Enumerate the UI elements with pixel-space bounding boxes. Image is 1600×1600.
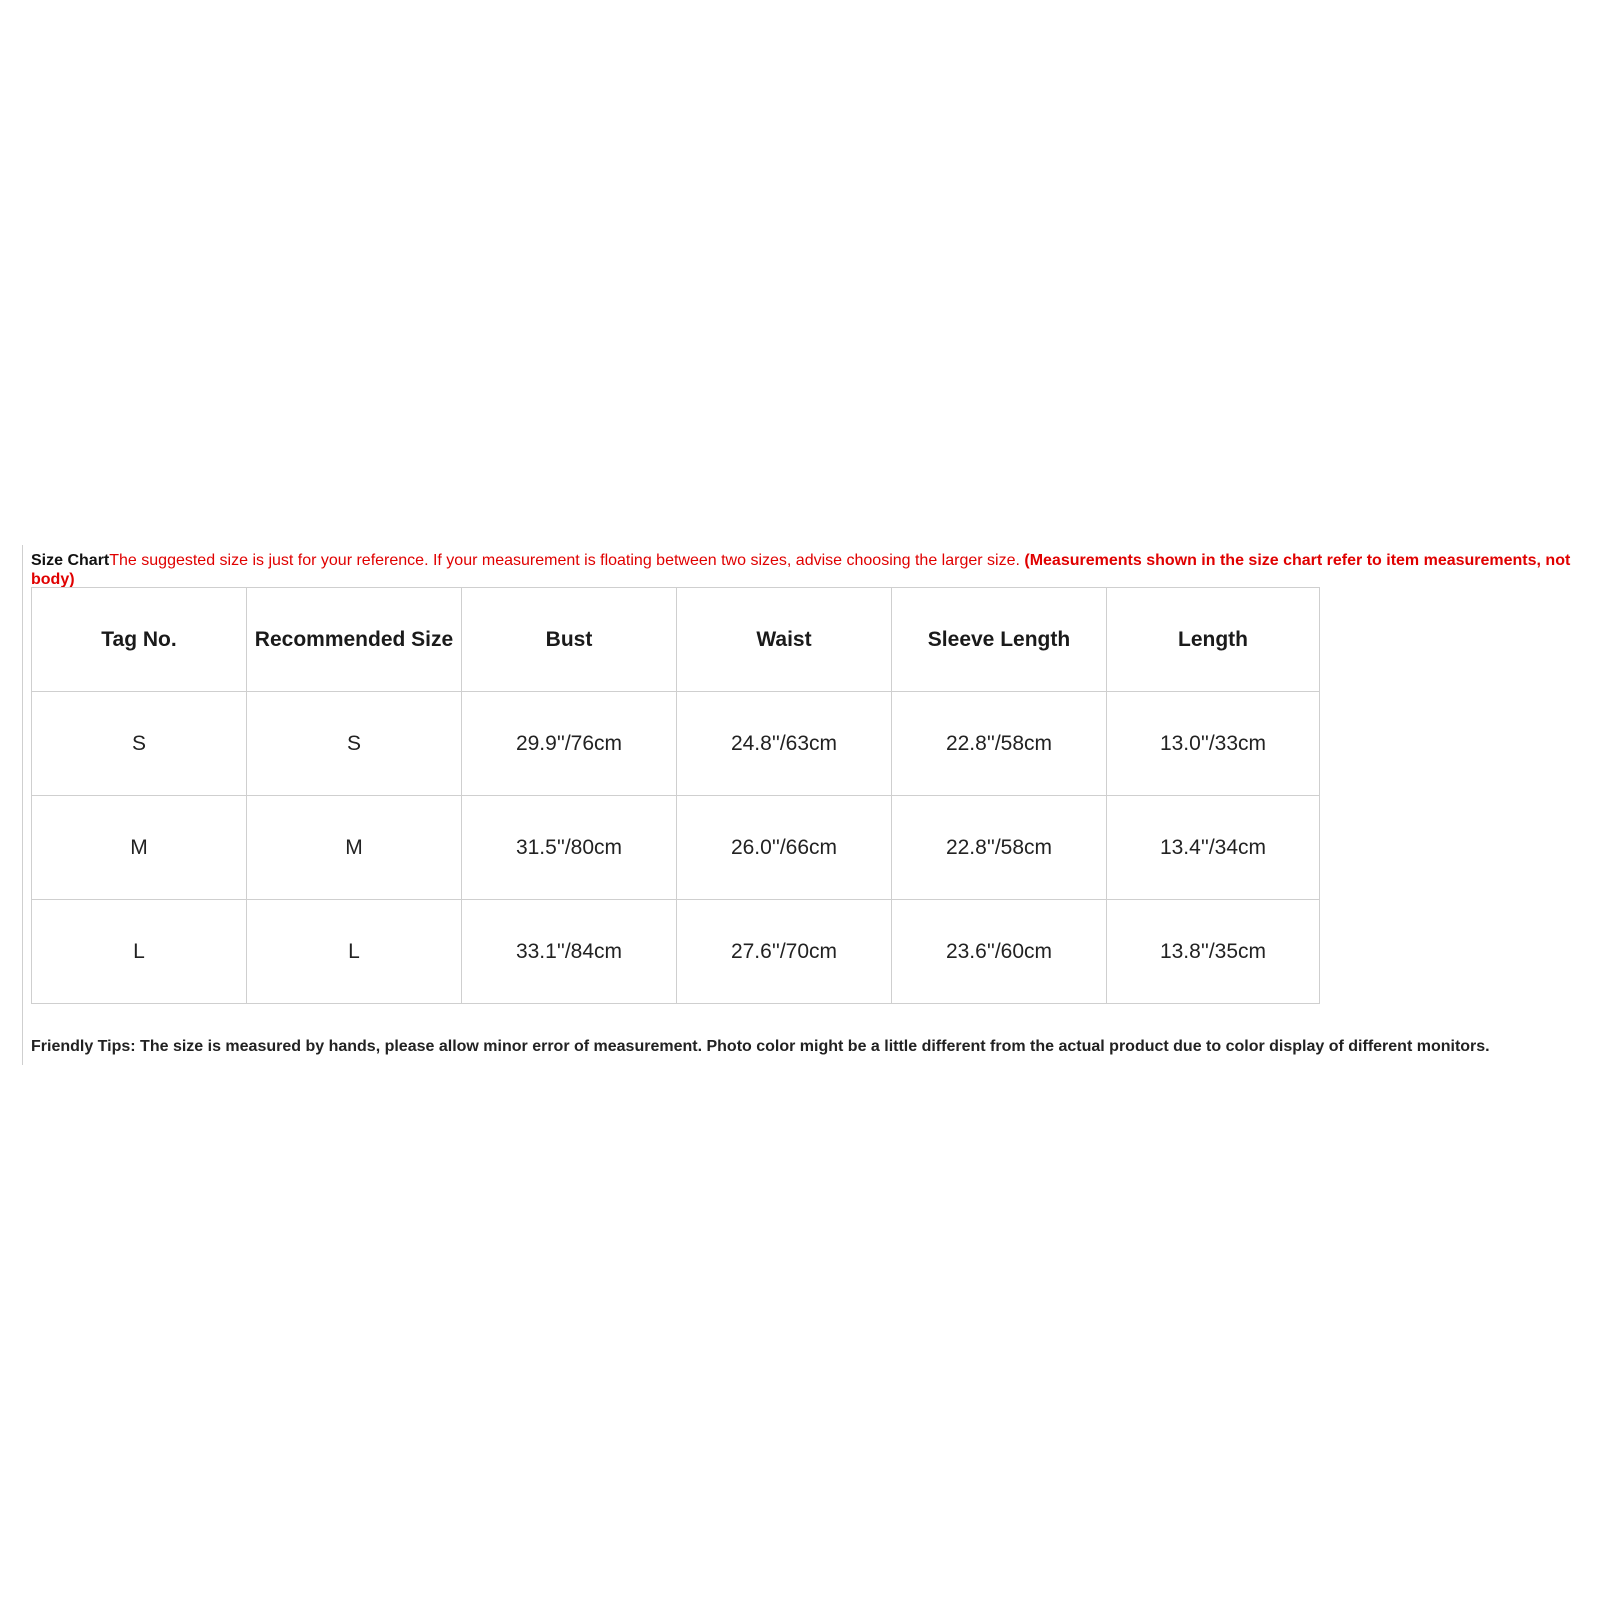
size-chart-header (31, 551, 1571, 589)
cell-recommended-size: L (247, 900, 462, 1004)
size-chart-panel (22, 545, 1583, 1065)
cell-length: 13.8''/35cm (1107, 900, 1320, 1004)
size-table (31, 587, 1320, 1004)
cell-tag-no: L (32, 900, 247, 1004)
size-reference-note: The suggested size is just for your reference. If your measurement is floating between two sizes, advise choosing the larger size. (109, 552, 1020, 569)
friendly-tips: Friendly Tips: The size is measured by hands, please allow minor error of measurement. Photo color might be a little different from the actual product due to color display of different monitors. (31, 1038, 1490, 1055)
column-header-recommended-size: Recommended Size (247, 588, 462, 692)
cell-length: 13.0''/33cm (1107, 692, 1320, 796)
column-header-bust: Bust (462, 588, 677, 692)
column-header-waist: Waist (677, 588, 892, 692)
column-header-length: Length (1107, 588, 1320, 692)
column-header-tag-no: Tag No. (32, 588, 247, 692)
table-row (32, 796, 1320, 900)
table-row (32, 692, 1320, 796)
cell-waist: 26.0''/66cm (677, 796, 892, 900)
measurement-note: (Measurements shown in the size chart refer to item measurements, not body) (31, 552, 1571, 588)
cell-sleeve-length: 23.6''/60cm (892, 900, 1107, 1004)
size-chart-label: Size Chart (31, 552, 110, 569)
table-header-row (32, 588, 1320, 692)
cell-recommended-size: M (247, 796, 462, 900)
cell-recommended-size: S (247, 692, 462, 796)
cell-waist: 27.6''/70cm (677, 900, 892, 1004)
cell-tag-no: S (32, 692, 247, 796)
cell-length: 13.4''/34cm (1107, 796, 1320, 900)
cell-waist: 24.8''/63cm (677, 692, 892, 796)
cell-sleeve-length: 22.8''/58cm (892, 692, 1107, 796)
table-row (32, 900, 1320, 1004)
cell-bust: 31.5''/80cm (462, 796, 677, 900)
cell-bust: 29.9''/76cm (462, 692, 677, 796)
cell-sleeve-length: 22.8''/58cm (892, 796, 1107, 900)
column-header-sleeve-length: Sleeve Length (892, 588, 1107, 692)
cell-tag-no: M (32, 796, 247, 900)
cell-bust: 33.1''/84cm (462, 900, 677, 1004)
